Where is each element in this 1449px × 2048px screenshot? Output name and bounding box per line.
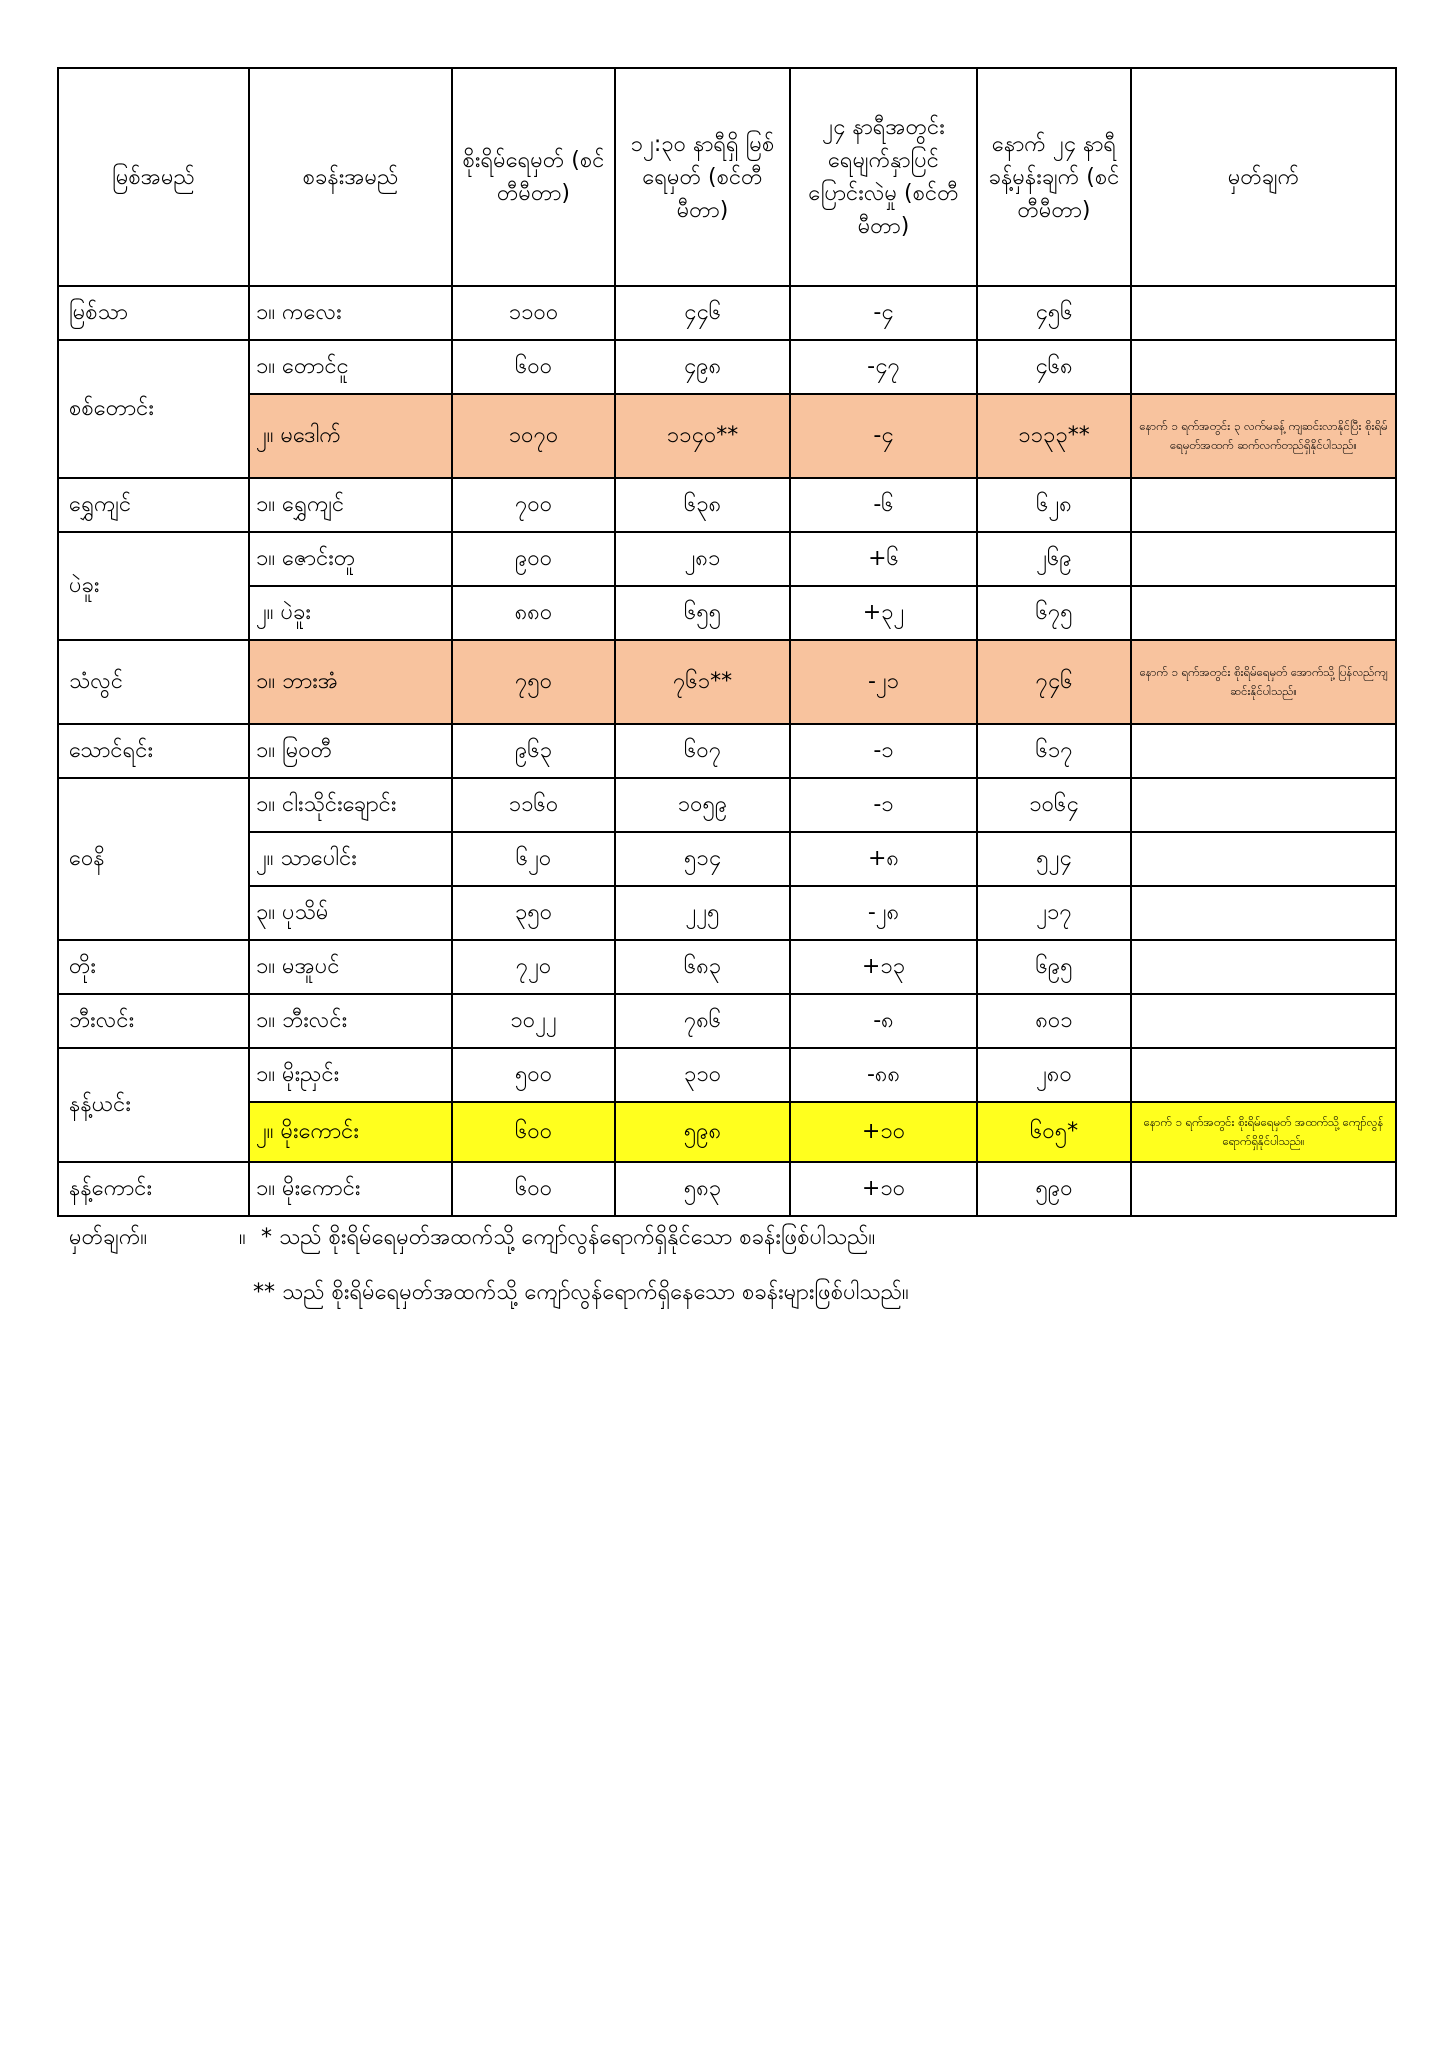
table-row [58,940,1396,994]
table-row [58,994,1396,1048]
forecast-level: ၇၄၆ [977,640,1131,724]
forecast-level: ၆၁၇ [977,724,1131,778]
table-row [58,1162,1396,1216]
current-level: ၅၈၃ [615,1162,790,1216]
station-name: ၁။ တောင်ငူ [249,340,452,394]
current-level: ၇၈၆ [615,994,790,1048]
table-body [58,286,1396,1216]
remark: နောက် ၁ ရက်အတွင်း စိုးရိမ်ရေမှတ် အထက်သို့ ကျော်လွန်ရောက်ရှိနိုင်ပါသည်။ [1131,1102,1396,1162]
river-name: သံလွင် [58,640,249,724]
table-row [58,1102,1396,1162]
remark [1131,1162,1396,1216]
level-change: +၃၂ [790,586,977,640]
level-change: -၂၈ [790,886,977,940]
station-name: ၁။ ဇောင်းတူ [249,532,452,586]
current-level: ၆၀၇ [615,724,790,778]
level-change: -၈၈ [790,1048,977,1102]
level-change: -၄၇ [790,340,977,394]
water-level-table [57,67,1397,1217]
danger-level: ၁၀၇၀ [452,394,615,478]
station-name: ၁။ မိုးကောင်း [249,1162,452,1216]
river-name: ဝေနိ [58,778,249,940]
level-change: +၁၃ [790,940,977,994]
station-name: ၁။ မြဝတီ [249,724,452,778]
table-row [58,286,1396,340]
danger-level: ၇၂၀ [452,940,615,994]
river-name: နန့်ယင်း [58,1048,249,1162]
forecast-level: ၄၅၆ [977,286,1131,340]
header-forecast: နောက် ၂၄ နာရီ ခန့်မှန်းချက် (စင်တီမီတာ) [977,68,1131,286]
footnote-mark: ။ [239,1225,246,1250]
river-name: မြစ်သာ [58,286,249,340]
table-row [58,478,1396,532]
level-change: -၂၁ [790,640,977,724]
station-name: ၁။ ငါးသိုင်းချောင်း [249,778,452,832]
forecast-level: ၁၀၆၄ [977,778,1131,832]
level-change: -၈ [790,994,977,1048]
current-level: ၄၉၈ [615,340,790,394]
remark [1131,286,1396,340]
station-name: ၂။ သာပေါင်း [249,832,452,886]
remark [1131,586,1396,640]
remark [1131,478,1396,532]
river-name: နန့်ကောင်း [58,1162,249,1216]
level-change: +၈ [790,832,977,886]
footnote-double-star: ** သည် စိုးရိမ်ရေမှတ်အထက်သို့ ကျော်လွန်ရောက်ရှိနေသော စခန်းများဖြစ်ပါသည်။ [253,1280,909,1305]
level-change: -၄ [790,394,977,478]
water-level-table-container [57,67,1395,1217]
station-name: ၁။ ကလေး [249,286,452,340]
forecast-level: ၅၉၀ [977,1162,1131,1216]
table-row [58,640,1396,724]
header-river: မြစ်အမည် [58,68,249,286]
forecast-level: ၂၆၉ [977,532,1131,586]
header-24h-change: ၂၄ နာရီအတွင်း ရေမျက်နှာပြင် ပြောင်းလဲမှု (စင်တီမီတာ) [790,68,977,286]
remark [1131,778,1396,832]
remark [1131,832,1396,886]
current-level: ၆၅၅ [615,586,790,640]
table-row [58,832,1396,886]
forecast-level: ၆၀၅* [977,1102,1131,1162]
danger-level: ၉၀၀ [452,532,615,586]
forecast-level: ၂၁၇ [977,886,1131,940]
river-name: ပဲခူး [58,532,249,640]
level-change: -၁ [790,778,977,832]
level-change: -၆ [790,478,977,532]
danger-level: ၆၂၀ [452,832,615,886]
header-remark: မှတ်ချက် [1131,68,1396,286]
current-level: ၁၀၅၉ [615,778,790,832]
header-current-level: ၁၂:၃၀ နာရီရှိ မြစ်ရေမှတ် (စင်တီမီတာ) [615,68,790,286]
river-name: စစ်တောင်း [58,340,249,478]
table-row [58,778,1396,832]
forecast-level: ၈၀၁ [977,994,1131,1048]
remark [1131,994,1396,1048]
remark [1131,940,1396,994]
danger-level: ၃၅၀ [452,886,615,940]
footnote-single-star: * သည် စိုးရိမ်ရေမှတ်အထက်သို့ ကျော်လွန်ရောက်ရှိနိုင်သော စခန်းဖြစ်ပါသည်။ [261,1225,876,1250]
danger-level: ၁၁၆၀ [452,778,615,832]
current-level: ၂၈၁ [615,532,790,586]
danger-level: ၁၀၂၂ [452,994,615,1048]
remark: နောက် ၁ ရက်အတွင်း စိုးရိမ်ရေမှတ် အောက်သို့ ပြန်လည်ကျဆင်းနိုင်ပါသည်။ [1131,640,1396,724]
remark [1131,340,1396,394]
level-change: +၁၀ [790,1162,977,1216]
danger-level: ၆၀၀ [452,1102,615,1162]
current-level: ၄၄၆ [615,286,790,340]
danger-level: ၅၀၀ [452,1048,615,1102]
danger-level: ၁၁၀၀ [452,286,615,340]
forecast-level: ၆၇၅ [977,586,1131,640]
danger-level: ၇၀၀ [452,478,615,532]
level-change: -၄ [790,286,977,340]
table-row [58,586,1396,640]
danger-level: ၇၅၀ [452,640,615,724]
level-change: +၆ [790,532,977,586]
station-name: ၂။ မဒေါက် [249,394,452,478]
remark: နောက် ၁ ရက်အတွင်း ၃ လက်မခန့် ကျဆင်းလာနိုင်ပြီး စိုးရိမ်ရေမှတ်အထက် ဆက်လက်တည်ရှိနိုင်ပါသည်။ [1131,394,1396,478]
river-name: ရွှေကျင် [58,478,249,532]
station-name: ၁။ မိုးညှင်း [249,1048,452,1102]
current-level: ၆၈၃ [615,940,790,994]
table-row [58,724,1396,778]
remark [1131,724,1396,778]
current-level: ၁၁၄၀** [615,394,790,478]
table-row [58,886,1396,940]
table-row [58,340,1396,394]
danger-level: ၉၆၃ [452,724,615,778]
level-change: -၁ [790,724,977,778]
footnote-label: မှတ်ချက်။ [69,1225,148,1250]
station-name: ၁။ ရွှေကျင် [249,478,452,532]
station-name: ၁။ ဘားအံ [249,640,452,724]
forecast-level: ၁၁၃၃** [977,394,1131,478]
danger-level: ၆၀၀ [452,1162,615,1216]
current-level: ၅၁၄ [615,832,790,886]
danger-level: ၆၀၀ [452,340,615,394]
remark [1131,532,1396,586]
remark [1131,886,1396,940]
station-name: ၃။ ပုသိမ် [249,886,452,940]
station-name: ၁။ ဘီးလင်း [249,994,452,1048]
forecast-level: ၄၆၈ [977,340,1131,394]
header-station: စခန်းအမည် [249,68,452,286]
forecast-level: ၆၉၅ [977,940,1131,994]
forecast-level: ၅၂၄ [977,832,1131,886]
river-name: သောင်ရင်း [58,724,249,778]
level-change: +၁၀ [790,1102,977,1162]
table-row [58,1048,1396,1102]
current-level: ၃၁၀ [615,1048,790,1102]
current-level: ၆၃၈ [615,478,790,532]
current-level: ၅၉၈ [615,1102,790,1162]
header-row [58,68,1396,286]
table-row [58,532,1396,586]
current-level: ၂၂၅ [615,886,790,940]
river-name: ဘီးလင်း [58,994,249,1048]
header-danger-level: စိုးရိမ်ရေမှတ် (စင်တီမီတာ) [452,68,615,286]
danger-level: ၈၈၀ [452,586,615,640]
forecast-level: ၂၈၀ [977,1048,1131,1102]
table-row [58,394,1396,478]
forecast-level: ၆၂၈ [977,478,1131,532]
station-name: ၁။ မအူပင် [249,940,452,994]
river-name: တိုး [58,940,249,994]
current-level: ၇၆၁** [615,640,790,724]
remark [1131,1048,1396,1102]
station-name: ၂။ မိုးကောင်း [249,1102,452,1162]
station-name: ၂။ ပဲခူး [249,586,452,640]
